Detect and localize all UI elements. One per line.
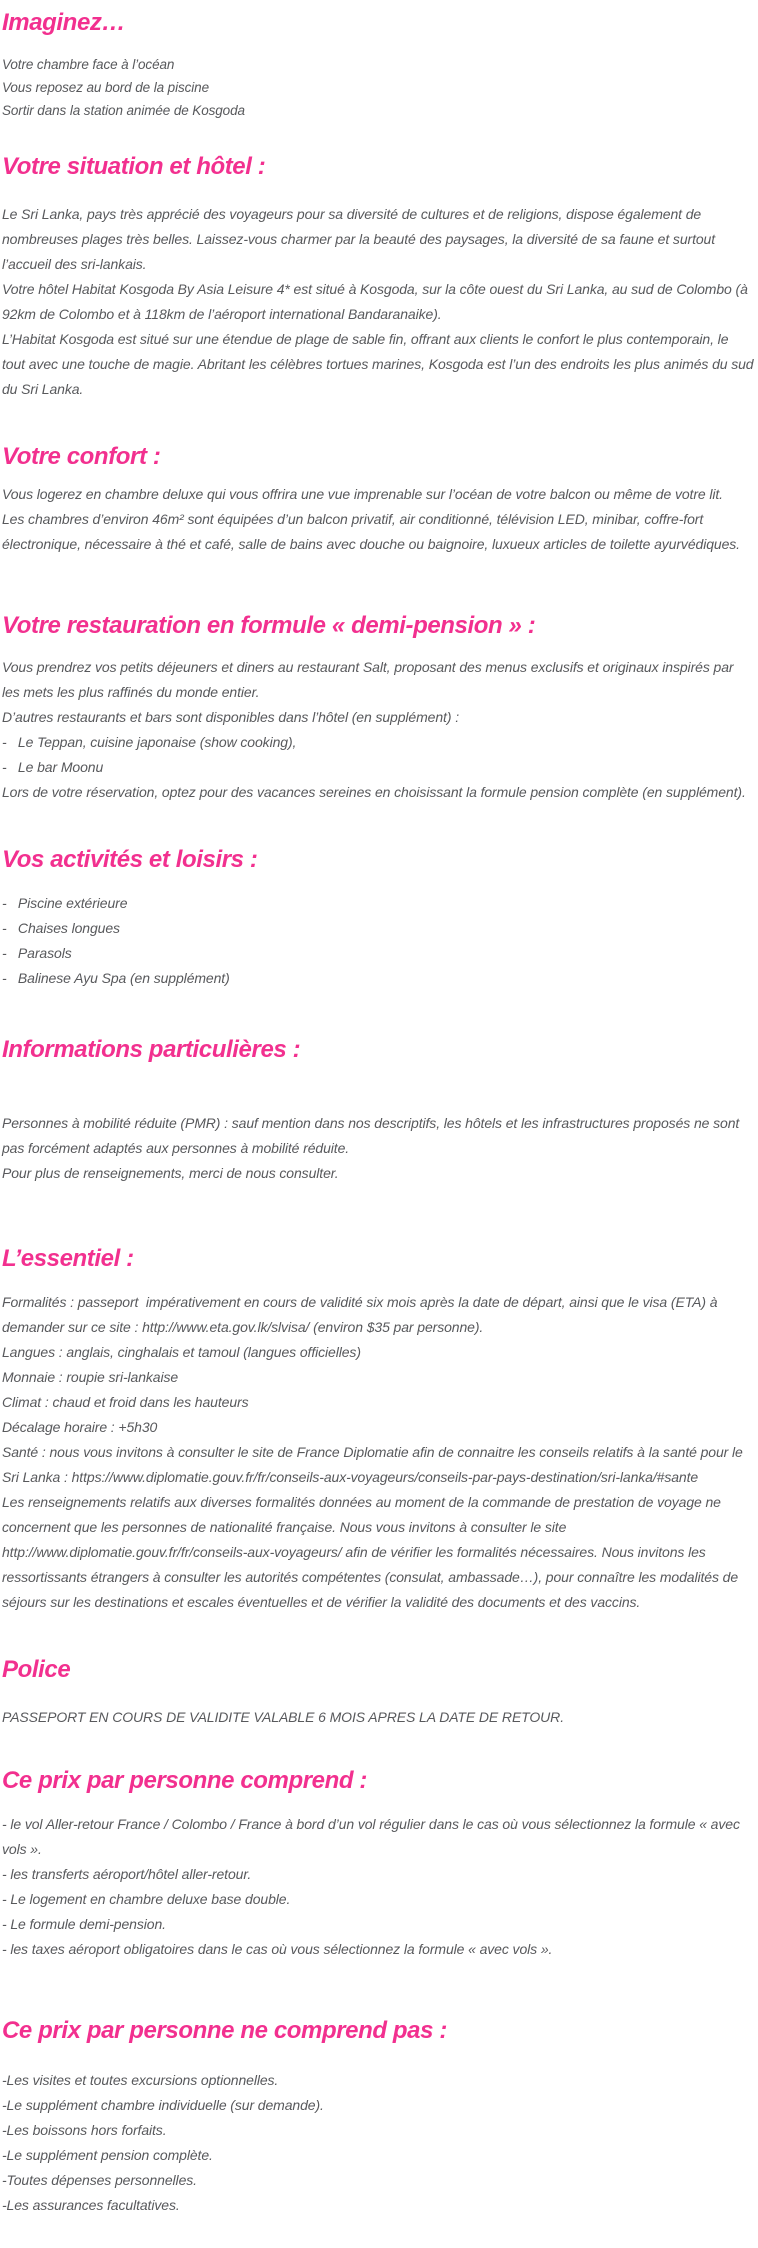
heading-confort: Votre confort : xyxy=(2,443,161,470)
restaurant-list-item: - Le bar Moonu xyxy=(2,759,104,775)
intro-line: Votre chambre face à l’océan xyxy=(2,57,175,72)
essentiel-renseignements: Les renseignements relatifs aux diverses formalités données au moment de la commande de prestation de voyage ne concernent que les personnes de nationalité française. Nous vous invitons à consulter le site http://www.diplomatie.gouv.fr/fr/conseils-aux-voyageurs/ afin de vérifier les formalités nécessaires. Nous invitons les ressortissants étrangers à consulter les autorités compétentes (consulat, ambassade…), pour connaître les modalités de séjours sur les destinations et escales éventuelles et de vérifier la validité des documents et des vaccins. xyxy=(2,1494,742,1610)
activite-list-item: - Chaises longues xyxy=(2,920,120,936)
section-police xyxy=(2,1655,754,1730)
prix-comprend-item: - les transferts aéroport/hôtel aller-retour. xyxy=(2,1866,252,1882)
section-imaginez xyxy=(2,8,754,122)
prix-comprend-item: - Le logement en chambre deluxe base double. xyxy=(2,1891,291,1907)
prix-ne-comprend-pas-item: -Les visites et toutes excursions optionnelles. xyxy=(2,2072,279,2088)
section-situation-hotel xyxy=(2,152,758,402)
prix-comprend-item: - Le formule demi-pension. xyxy=(2,1916,166,1932)
section-prix-ne-comprend-pas xyxy=(2,2016,754,2218)
section-activites-loisirs xyxy=(2,845,754,991)
heading-informations-particulieres: Informations particulières : xyxy=(2,1036,301,1063)
activite-list-item: - Balinese Ayu Spa (en supplément) xyxy=(2,970,230,986)
police-paragraph: PASSEPORT EN COURS DE VALIDITE VALABLE 6 MOIS APRES LA DATE DE RETOUR. xyxy=(2,1709,564,1725)
confort-paragraph: Les chambres d’environ 46m² sont équipées d’un balcon privatif, air conditionné, télévision LED, minibar, coffre-fort électronique, nécessaire à thé et café, salle de bains avec douche ou baignoire, luxueux articles de toilette ayurvédiques. xyxy=(2,511,740,552)
intro-line: Vous reposez au bord de la piscine xyxy=(2,80,209,95)
confort-paragraph: Vous logerez en chambre deluxe qui vous offrira une vue imprenable sur l’océan de votre balcon ou même de votre lit. xyxy=(2,486,723,502)
heading-police: Police xyxy=(2,1656,71,1683)
prix-ne-comprend-pas-item: -Les assurances facultatives. xyxy=(2,2197,180,2213)
essentiel-langues: Langues : anglais, cinghalais et tamoul (langues officielles) xyxy=(2,1344,361,1360)
heading-situation-hotel: Votre situation et hôtel : xyxy=(2,153,266,180)
activite-list-item: - Piscine extérieure xyxy=(2,895,128,911)
prix-comprend-item: - les taxes aéroport obligatoires dans le cas où vous sélectionnez la formule « avec vols ». xyxy=(2,1941,553,1957)
section-essentiel xyxy=(2,1244,754,1615)
heading-prix-ne-comprend-pas: Ce prix par personne ne comprend pas : xyxy=(2,2017,447,2044)
heading-restauration: Votre restauration en formule « demi-pension » : xyxy=(2,612,536,639)
essentiel-decalage-horaire: Décalage horaire : +5h30 xyxy=(2,1419,158,1435)
situation-paragraph: Votre hôtel Habitat Kosgoda By Asia Leisure 4* est situé à Kosgoda, sur la côte ouest du Sri Lanka, au sud de Colombo (à 92km de Colombo et à 118km de l’aéroport international Bandaranaike). xyxy=(2,281,752,322)
prix-ne-comprend-pas-item: -Les boissons hors forfaits. xyxy=(2,2122,167,2138)
restauration-paragraph: Vous prendrez vos petits déjeuners et diners au restaurant Salt, proposant des menus exclusifs et originaux inspirés par les mets les plus raffinés du monde entier. xyxy=(2,659,738,700)
prix-comprend-item: - le vol Aller-retour France / Colombo / France à bord d’un vol régulier dans le cas où vous sélectionnez la formule « avec vols ». xyxy=(2,1816,744,1857)
section-confort xyxy=(2,442,754,557)
prix-ne-comprend-pas-item: -Le supplément pension complète. xyxy=(2,2147,213,2163)
intro-line: Sortir dans la station animée de Kosgoda xyxy=(2,103,245,118)
prix-ne-comprend-pas-item: -Toutes dépenses personnelles. xyxy=(2,2172,197,2188)
section-restauration xyxy=(2,611,754,805)
heading-imaginez: Imaginez… xyxy=(2,9,126,36)
situation-paragraph: L’Habitat Kosgoda est situé sur une étendue de plage de sable fin, offrant aux clients le confort le plus contemporain, le tout avec une touche de magie. Abritant les célèbres tortues marines, Kosgoda est l’un des endroits les plus animés du sud du Sri Lanka. xyxy=(2,331,758,397)
heading-essentiel: L’essentiel : xyxy=(2,1245,134,1272)
section-prix-comprend xyxy=(2,1766,754,1962)
heading-activites-loisirs: Vos activités et loisirs : xyxy=(2,846,258,873)
heading-prix-comprend: Ce prix par personne comprend : xyxy=(2,1767,368,1794)
infos-paragraph: Personnes à mobilité réduite (PMR) : sauf mention dans nos descriptifs, les hôtels et les infrastructures proposés ne sont pas forcément adaptés aux personnes à mobilité réduite. xyxy=(2,1115,743,1156)
essentiel-sante: Santé : nous vous invitons à consulter le site de France Diplomatie afin de connaitre les conseils relatifs à la santé pour le Sri Lanka : https://www.diplomatie.gouv.fr/fr/conseils-aux-voyageurs/conseils-par-pays-destination/sri-lanka/#sante xyxy=(2,1444,747,1485)
restauration-paragraph: D’autres restaurants et bars sont disponibles dans l’hôtel (en supplément) : xyxy=(2,709,459,725)
situation-paragraph: Le Sri Lanka, pays très apprécié des voyageurs pour sa diversité de cultures et de religions, dispose également de nombreuses plages très belles. Laissez-vous charmer par la beauté des paysages, la diversité de sa faune et surtout l’accueil des sri-lankais. xyxy=(2,206,719,272)
section-informations-particulieres xyxy=(2,1035,754,1186)
prix-ne-comprend-pas-item: -Le supplément chambre individuelle (sur demande). xyxy=(2,2097,324,2113)
restaurant-list-item: - Le Teppan, cuisine japonaise (show cooking), xyxy=(2,734,297,750)
essentiel-climat: Climat : chaud et froid dans les hauteurs xyxy=(2,1394,249,1410)
restauration-closing: Lors de votre réservation, optez pour des vacances sereines en choisissant la formule pension complète (en supplément). xyxy=(2,784,746,800)
essentiel-monnaie: Monnaie : roupie sri-lankaise xyxy=(2,1369,179,1385)
infos-paragraph: Pour plus de renseignements, merci de nous consulter. xyxy=(2,1165,339,1181)
activite-list-item: - Parasols xyxy=(2,945,72,961)
essentiel-formalites: Formalités : passeport impérativement en cours de validité six mois après la date de départ, ainsi que le visa (ETA) à demander sur ce site : http://www.eta.gov.lk/slvisa/ (environ $35 par personne). xyxy=(2,1294,722,1335)
